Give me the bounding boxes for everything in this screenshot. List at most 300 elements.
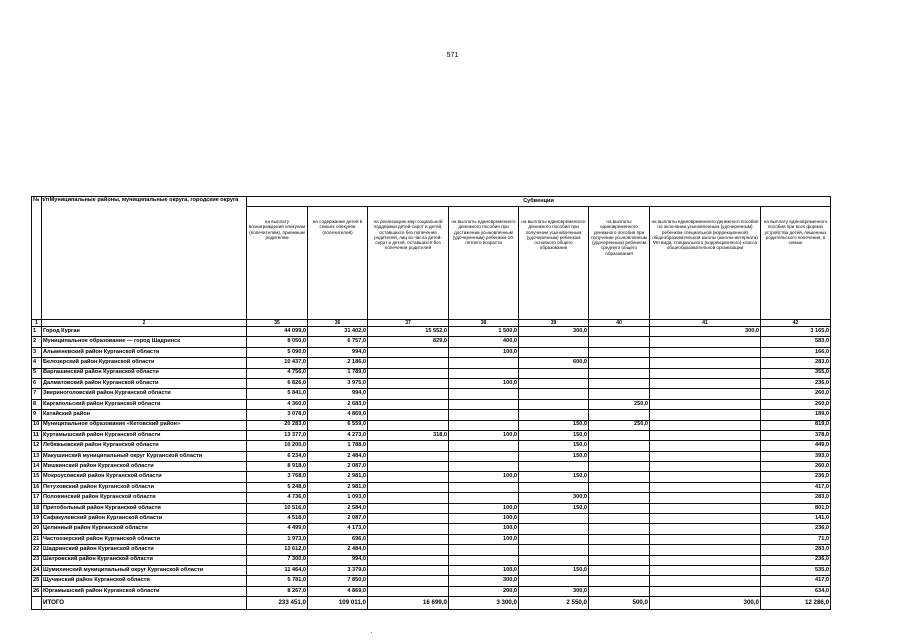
municipality-name: Звериноголовский район Курганской области [42,389,247,399]
amount-cell: 393,0 [761,451,831,461]
total-amount: 16 699,0 [368,597,449,610]
amount-cell [519,347,589,357]
row-number: 23 [32,555,42,565]
amount-cell [650,389,761,399]
amount-cell [650,337,761,347]
amount-cell [449,451,519,461]
amount-cell [589,534,650,544]
amount-cell [449,420,519,430]
amount-cell: 189,0 [761,410,831,420]
amount-cell [589,586,650,596]
amount-cell [650,576,761,586]
municipality-name: Половинский район Курганской области [42,493,247,503]
amount-cell: 2 484,0 [308,451,368,461]
amount-cell: 4 273,0 [308,430,368,440]
row-number: 19 [32,514,42,524]
table-row [32,441,831,451]
amount-cell [519,534,589,544]
amount-cell: 1 093,0 [308,493,368,503]
amount-cell [519,410,589,420]
amount-cell: 4 499,0 [247,524,308,534]
amount-cell [589,389,650,399]
column-numbers-row [32,320,831,327]
amount-cell [589,565,650,575]
amount-cell [589,503,650,513]
amount-cell [519,482,589,492]
amount-cell [650,410,761,420]
row-number: 22 [32,545,42,555]
table-row [32,482,831,492]
municipality-name: Муниципальное образование «Кетовский район» [42,420,247,430]
amount-cell [650,441,761,451]
table-row [32,358,831,368]
municipality-name: Город Курган [42,327,247,337]
amount-cell: 449,0 [761,441,831,451]
column-number: 1 [32,320,42,327]
amount-cell: 260,0 [761,389,831,399]
amount-cell [449,493,519,503]
amount-cell [589,462,650,472]
municipality-name: Макушинский муниципальный округ Курганской области [42,451,247,461]
amount-cell: 634,0 [761,586,831,596]
amount-cell: 3 379,0 [308,565,368,575]
amount-cell: 100,0 [449,565,519,575]
header-column: на выплаты единовременного денежного пособия при получении усыновленным (удочеренным) ребенком среднего общего образования [589,207,650,320]
amount-cell [449,368,519,378]
amount-cell [589,493,650,503]
amount-cell: 7 300,0 [247,555,308,565]
amount-cell: 2 484,0 [308,545,368,555]
amount-cell: 400,0 [449,337,519,347]
amount-cell: 10 437,0 [247,358,308,368]
amount-cell [589,430,650,440]
amount-cell [589,576,650,586]
amount-cell [368,462,449,472]
row-number: 18 [32,503,42,513]
row-number: 5 [32,368,42,378]
total-row [32,597,831,610]
row-number: 20 [32,524,42,534]
amount-cell: 417,0 [761,576,831,586]
amount-cell [650,430,761,440]
amount-cell [589,337,650,347]
scan-speck [371,632,372,633]
table-row [32,420,831,430]
amount-cell [650,378,761,388]
amount-cell: 15 552,0 [368,327,449,337]
amount-cell: 71,0 [761,534,831,544]
amount-cell [368,482,449,492]
amount-cell [368,514,449,524]
amount-cell: 166,0 [761,347,831,357]
table-row [32,337,831,347]
amount-cell [368,441,449,451]
table-row [32,399,831,409]
municipality-name: Сафакулевский район Курганской области [42,514,247,524]
amount-cell [650,399,761,409]
amount-cell: 200,0 [449,586,519,596]
amount-cell: 3 078,0 [247,410,308,420]
municipality-name: Лебяжьевский район Курганской области [42,441,247,451]
amount-cell [449,441,519,451]
table-row [32,389,831,399]
amount-cell [589,327,650,337]
row-number: 8 [32,399,42,409]
amount-cell [650,472,761,482]
row-number: 21 [32,534,42,544]
amount-cell: 4 360,0 [247,399,308,409]
amount-cell [368,358,449,368]
amount-cell [368,555,449,565]
amount-cell: 6 757,0 [308,337,368,347]
row-number: 25 [32,576,42,586]
total-amount: 109 011,0 [308,597,368,610]
amount-cell: 994,0 [308,347,368,357]
header-column: на реализацию мер социальной поддержки детей-сирот и детей, оставшихся без попечения родителей, лиц из числа детей-сирот и детей, оставшихся без попечения родителей [368,207,449,320]
amount-cell [589,441,650,451]
amount-cell: 13 377,0 [247,430,308,440]
amount-cell: 283,0 [761,358,831,368]
header-column: на содержание детей в семьях опекунов (попечителей) [308,207,368,320]
table-row [32,327,831,337]
column-number: 39 [519,320,589,327]
municipality-name: Мокроусовский район Курганской области [42,472,247,482]
row-number: 24 [32,565,42,575]
amount-cell: 994,0 [308,389,368,399]
municipality-name: Шатровский район Курганской области [42,555,247,565]
row-number: 2 [32,337,42,347]
amount-cell [519,378,589,388]
amount-cell [368,389,449,399]
row-number: 4 [32,358,42,368]
amount-cell [650,534,761,544]
amount-cell: 819,0 [761,420,831,430]
amount-cell [589,472,650,482]
row-number: 14 [32,462,42,472]
amount-cell [449,399,519,409]
row-number: 17 [32,493,42,503]
amount-cell [368,545,449,555]
column-number: 42 [761,320,831,327]
municipality-name: Муниципальное образование — город Шадринск [42,337,247,347]
amount-cell: 100,0 [449,430,519,440]
amount-cell [519,337,589,347]
amount-cell: 2 087,0 [308,514,368,524]
row-number: 3 [32,347,42,357]
municipality-name: Шумихинский муниципальный округ Курганской области [42,565,247,575]
amount-cell [449,462,519,472]
amount-cell [519,524,589,534]
amount-cell [519,555,589,565]
amount-cell: 150,0 [519,441,589,451]
amount-cell [368,378,449,388]
table-row [32,347,831,357]
total-number-cell [32,597,42,610]
total-amount: 233 451,0 [247,597,308,610]
amount-cell [589,378,650,388]
row-number: 6 [32,378,42,388]
municipality-name: Петуховский район Курганской области [42,482,247,492]
column-number: 41 [650,320,761,327]
amount-cell [650,462,761,472]
amount-cell [368,534,449,544]
column-number: 40 [589,320,650,327]
amount-cell: 150,0 [519,451,589,461]
amount-cell [368,493,449,503]
amount-cell [368,565,449,575]
amount-cell: 2 584,0 [308,503,368,513]
amount-cell: 378,0 [761,430,831,440]
amount-cell [368,451,449,461]
amount-cell [589,555,650,565]
table-row [32,430,831,440]
column-number: 37 [368,320,449,327]
amount-cell [650,368,761,378]
amount-cell: 417,0 [761,482,831,492]
row-number: 26 [32,586,42,596]
municipality-name: Притобольный район Курганской области [42,503,247,513]
amount-cell [589,514,650,524]
amount-cell [519,389,589,399]
amount-cell: 4 173,0 [308,524,368,534]
amount-cell: 100,0 [449,347,519,357]
amount-cell: 1 788,0 [308,441,368,451]
amount-cell [650,347,761,357]
amount-cell [519,514,589,524]
municipality-name: Каргапольский район Курганской области [42,399,247,409]
amount-cell [650,545,761,555]
amount-cell [368,524,449,534]
table-row [32,524,831,534]
amount-cell: 250,0 [589,420,650,430]
amount-cell [650,493,761,503]
amount-cell: 100,0 [449,534,519,544]
amount-cell [519,462,589,472]
amount-cell [589,451,650,461]
amount-cell: 6 826,0 [247,378,308,388]
amount-cell: 300,0 [449,576,519,586]
amount-cell: 318,0 [368,430,449,440]
amount-cell: 7 850,0 [308,576,368,586]
amount-cell [449,358,519,368]
amount-cell [589,358,650,368]
amount-cell [368,368,449,378]
table-row [32,545,831,555]
amount-cell [368,586,449,596]
amount-cell [589,368,650,378]
table-row [32,565,831,575]
amount-cell: 236,0 [761,472,831,482]
amount-cell: 4 869,0 [308,586,368,596]
table-row [32,555,831,565]
amount-cell [368,472,449,482]
amount-cell: 10 516,0 [247,503,308,513]
municipality-name: Белозерский район Курганской области [42,358,247,368]
amount-cell: 1 500,0 [449,327,519,337]
column-number: 35 [247,320,308,327]
column-number: 2 [42,320,247,327]
amount-cell: 31 402,0 [308,327,368,337]
amount-cell: 4 518,0 [247,514,308,524]
amount-cell [589,347,650,357]
amount-cell [519,545,589,555]
page-number: 571 [446,52,459,59]
table-row [32,534,831,544]
row-number: 1 [32,327,42,337]
amount-cell: 236,0 [761,524,831,534]
amount-cell: 355,0 [761,368,831,378]
amount-cell [449,410,519,420]
amount-cell [368,503,449,513]
amount-cell: 600,0 [519,358,589,368]
amount-cell [368,420,449,430]
table-row [32,472,831,482]
table-row [32,462,831,472]
header-column: на выплаты единовременного денежного пособия по окончании усыновленным (удочеренным) ребенком специальной (коррекционной) общеобразовательной школы (школы-интерната) VIII вида, специального (коррекционного) класса общеобразовательной организации [650,207,761,320]
amount-cell: 3 768,0 [247,472,308,482]
table-row [32,410,831,420]
municipality-name: Катайский район [42,410,247,420]
table-row [32,586,831,596]
amount-cell: 1 973,0 [247,534,308,544]
amount-cell: 44 099,0 [247,327,308,337]
municipality-name: Частоозерский район Курганской области [42,534,247,544]
row-number: 9 [32,410,42,420]
amount-cell: 2 981,0 [308,482,368,492]
amount-cell [650,358,761,368]
row-number: 12 [32,441,42,451]
row-number: 15 [32,472,42,482]
amount-cell [650,482,761,492]
amount-cell: 6 559,0 [308,420,368,430]
amount-cell [589,524,650,534]
table-row [32,576,831,586]
amount-cell: 801,0 [761,503,831,513]
amount-cell [650,503,761,513]
amount-cell: 250,0 [589,399,650,409]
municipality-name: Юргамышский район Курганской области [42,586,247,596]
amount-cell [650,524,761,534]
total-amount: 12 286,0 [761,597,831,610]
amount-cell: 300,0 [519,327,589,337]
amount-cell: 5 841,0 [247,389,308,399]
amount-cell: 300,0 [650,327,761,337]
amount-cell: 829,0 [368,337,449,347]
header-subventions-group: Субвенции [247,197,831,207]
amount-cell [368,410,449,420]
amount-cell: 100,0 [449,524,519,534]
amount-cell: 8 918,0 [247,462,308,472]
amount-cell: 8 050,0 [247,337,308,347]
subventions-table [31,196,831,610]
amount-cell: 260,0 [761,462,831,472]
amount-cell: 4 736,0 [247,493,308,503]
table-row [32,514,831,524]
amount-cell: 100,0 [449,472,519,482]
header-municipality: Муниципальные районы, муниципальные округа, городские округа [42,197,247,320]
amount-cell: 4 869,0 [308,410,368,420]
amount-cell: 994,0 [308,555,368,565]
amount-cell: 6 234,0 [247,451,308,461]
amount-cell: 1 789,0 [308,368,368,378]
row-number: 13 [32,451,42,461]
amount-cell: 236,0 [761,555,831,565]
amount-cell [650,514,761,524]
amount-cell: 141,0 [761,514,831,524]
amount-cell: 100,0 [449,514,519,524]
amount-cell [368,399,449,409]
total-amount: 3 300,0 [449,597,519,610]
amount-cell: 10 200,0 [247,441,308,451]
amount-cell [650,586,761,596]
amount-cell: 11 464,0 [247,565,308,575]
amount-cell: 535,0 [761,565,831,575]
amount-cell: 300,0 [519,493,589,503]
amount-cell: 2 186,0 [308,358,368,368]
amount-cell: 150,0 [519,503,589,513]
total-amount: 500,0 [589,597,650,610]
amount-cell: 5 781,0 [247,576,308,586]
amount-cell: 2 683,0 [308,399,368,409]
row-number: 16 [32,482,42,492]
municipality-name: Щучанский район Курганской области [42,576,247,586]
amount-cell: 5 090,0 [247,347,308,357]
amount-cell [650,555,761,565]
amount-cell: 100,0 [449,378,519,388]
amount-cell: 8 267,0 [247,586,308,596]
municipality-name: Шадринский район Курганской области [42,545,247,555]
table-row [32,368,831,378]
table-row [32,451,831,461]
total-amount: 300,0 [650,597,761,610]
amount-cell: 283,0 [761,545,831,555]
total-label: ИТОГО [42,597,247,610]
amount-cell: 2 981,0 [308,472,368,482]
amount-cell [589,482,650,492]
municipality-name: Альменевский район Курганской области [42,347,247,357]
amount-cell [519,368,589,378]
table-row [32,503,831,513]
column-number: 36 [308,320,368,327]
amount-cell: 150,0 [519,420,589,430]
column-number: 38 [449,320,519,327]
municipality-name: Варгашинский район Курганской области [42,368,247,378]
row-number: 10 [32,420,42,430]
amount-cell [368,347,449,357]
amount-cell [449,555,519,565]
table-row [32,378,831,388]
amount-cell: 3 975,0 [308,378,368,388]
total-amount: 2 550,0 [519,597,589,610]
amount-cell [589,545,650,555]
header-column: на выплату единовременного пособия при всех формах устройства детей, лишенных родительского попечения, в семью [761,207,831,320]
amount-cell: 150,0 [519,472,589,482]
amount-cell: 150,0 [519,565,589,575]
header-column: на выплаты единовременного денежного пособия при получении усыновленным (удочеренным) ребенком основного общего образования [519,207,589,320]
amount-cell [449,389,519,399]
amount-cell: 150,0 [519,430,589,440]
amount-cell [519,576,589,586]
amount-cell: 236,0 [761,378,831,388]
amount-cell: 2 087,0 [308,462,368,472]
amount-cell [589,410,650,420]
municipality-name: Целинный район Курганской области [42,524,247,534]
municipality-name: Куртамышский район Курганской области [42,430,247,440]
header-number: № п/п [32,197,42,320]
table-row [32,493,831,503]
amount-cell: 3 165,0 [761,327,831,337]
amount-cell: 696,0 [308,534,368,544]
